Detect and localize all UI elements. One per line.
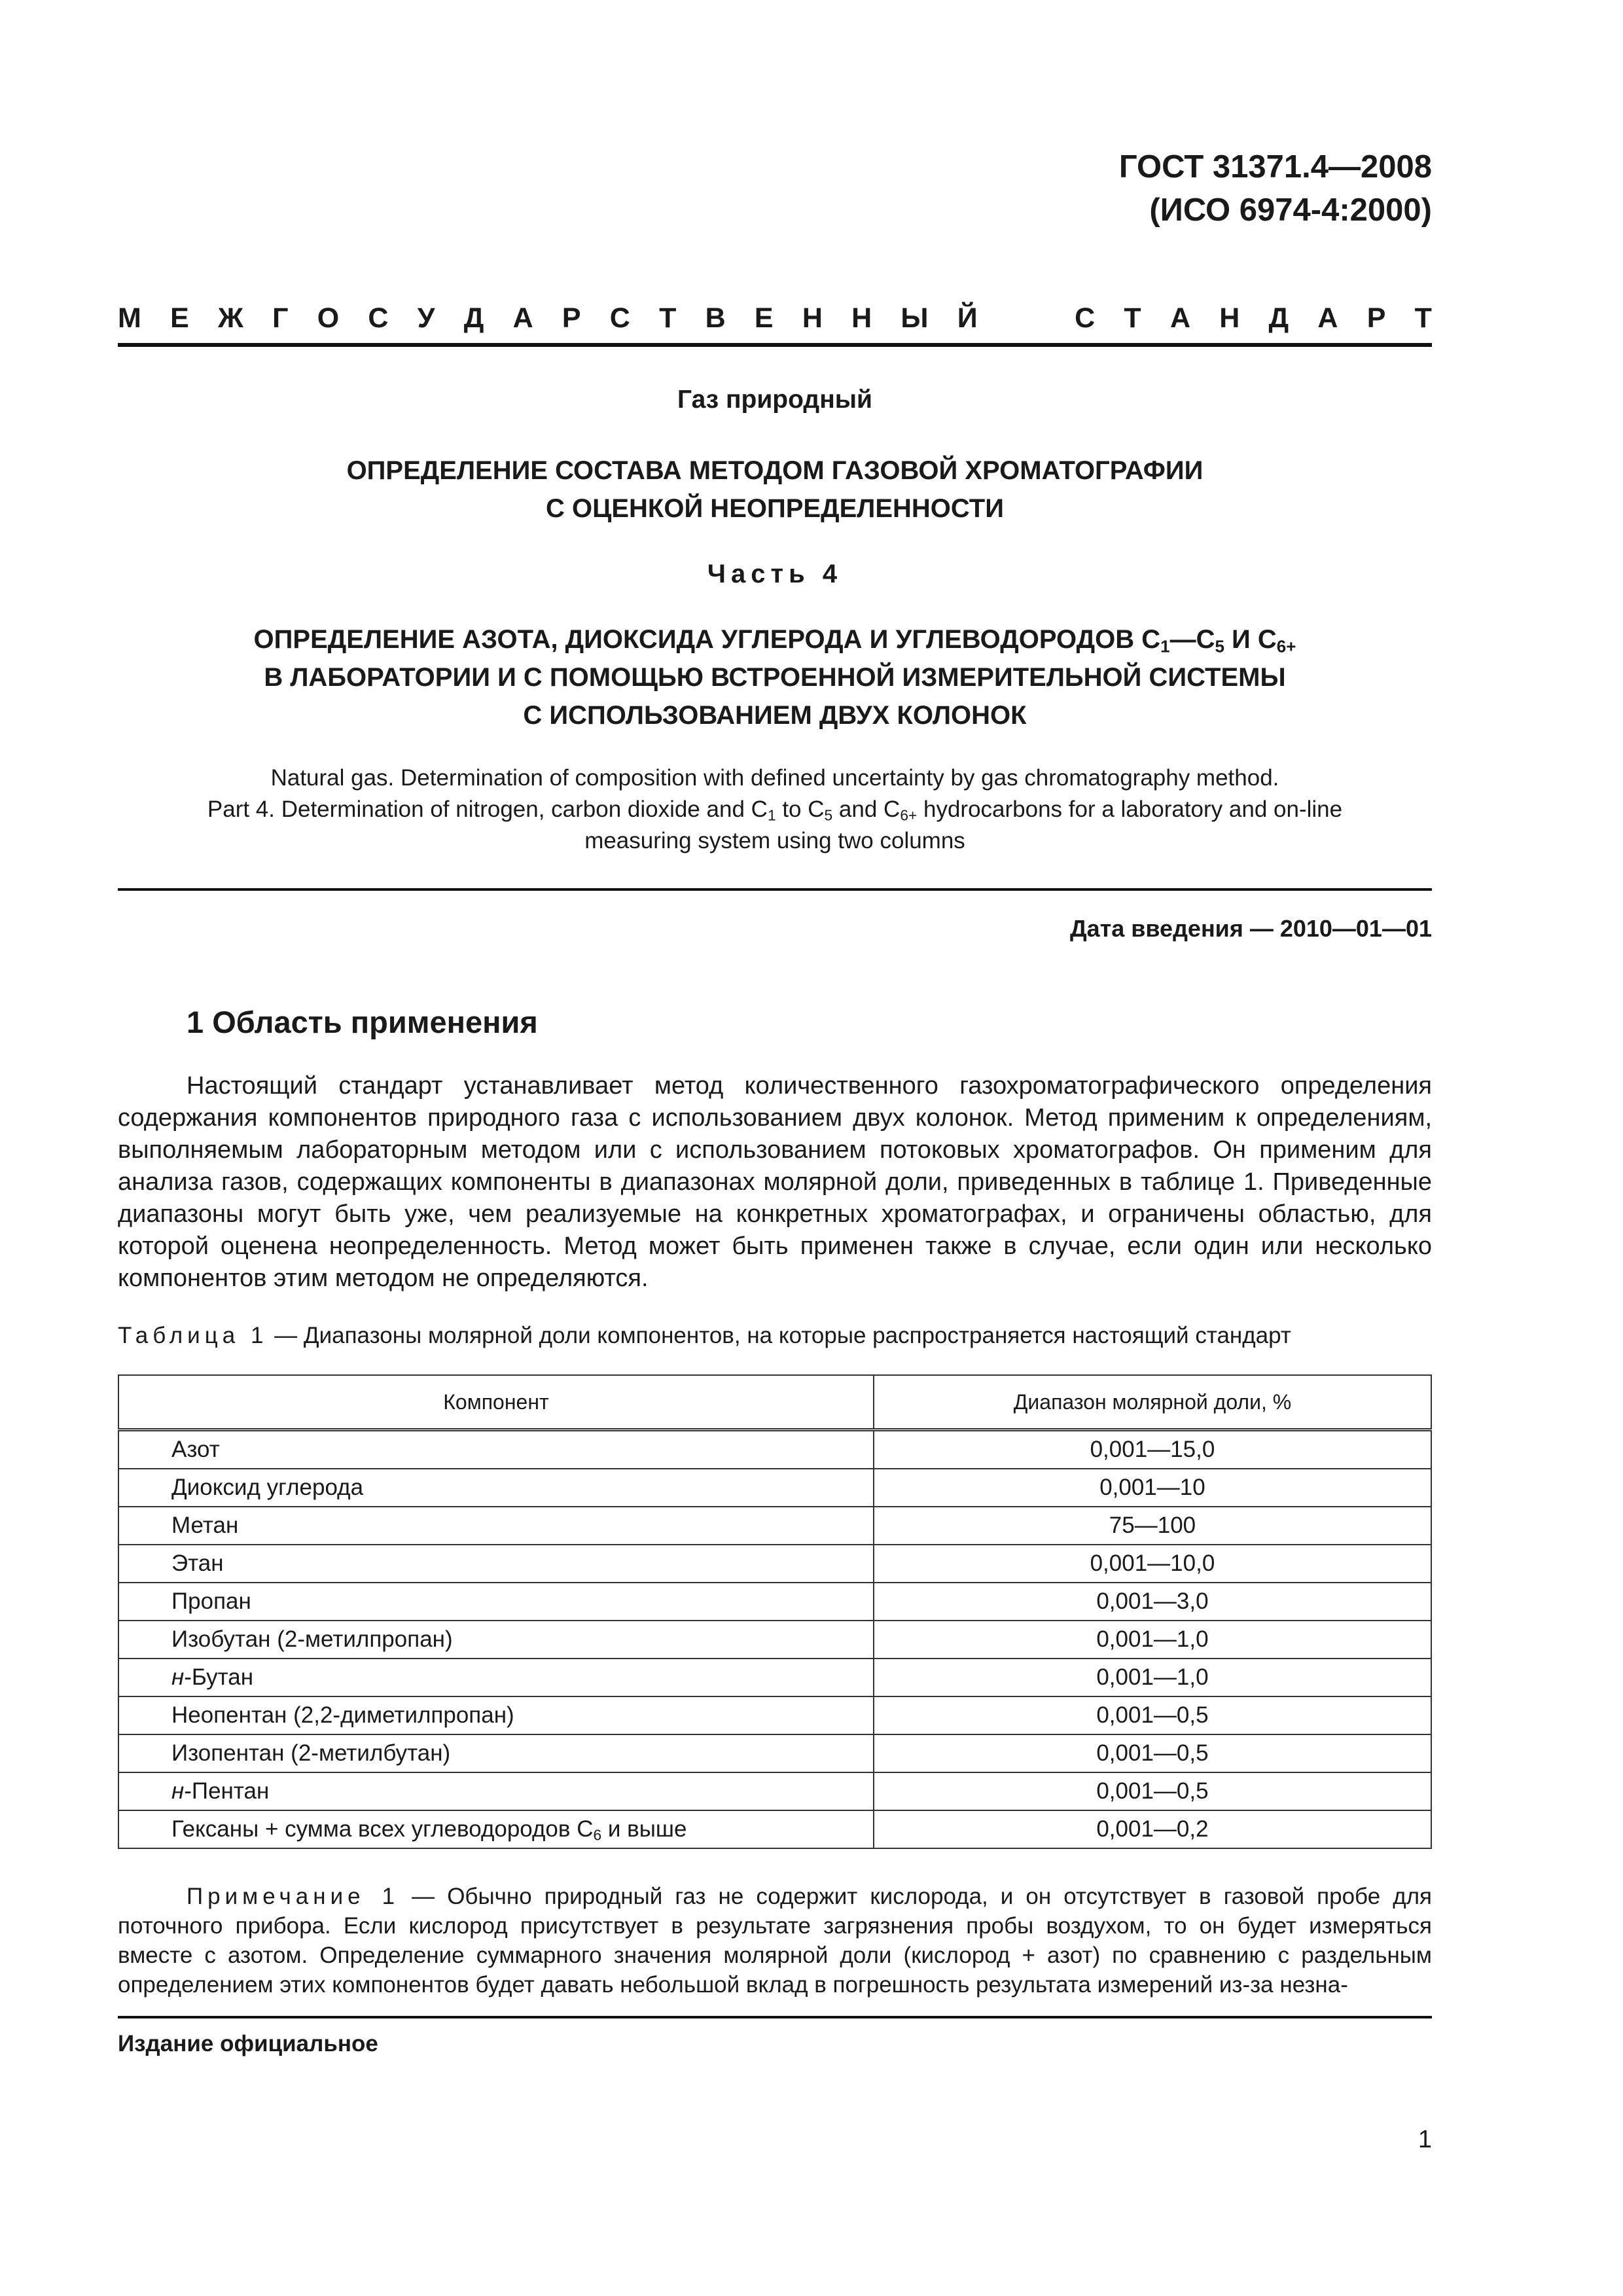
banner-letter: У <box>417 302 435 334</box>
table-row <box>118 1659 1431 1696</box>
banner-letter: С <box>1075 302 1096 334</box>
banner-letter: Д <box>1268 302 1289 334</box>
title-line-2: С ОЦЕНКОЙ НЕОПРЕДЕЛЕННОСТИ <box>546 494 1004 523</box>
table-row <box>118 1696 1431 1734</box>
banner-letter: Т <box>1124 302 1141 334</box>
banner-letter: Е <box>170 302 189 334</box>
component-name: Азот <box>118 1430 874 1469</box>
range-value: 0,001—0,5 <box>874 1772 1431 1810</box>
note-1 <box>118 1882 1432 2000</box>
table-row <box>118 1430 1431 1469</box>
component-name: Диоксид углерода <box>118 1469 874 1507</box>
table-header-row <box>118 1375 1431 1430</box>
table-row <box>118 1583 1431 1621</box>
banner-letter: С <box>609 302 630 334</box>
gost-identifier <box>1119 145 1432 232</box>
banner-letter: Г <box>272 302 289 334</box>
range-value: 75—100 <box>874 1507 1431 1545</box>
footer-rule <box>118 2016 1432 2018</box>
range-value: 0,001—15,0 <box>874 1430 1431 1469</box>
official-edition-label: Издание официальное <box>118 2031 378 2056</box>
banner-letter: Р <box>562 302 581 334</box>
part-title <box>118 620 1432 734</box>
part-title-line-2: В ЛАБОРАТОРИИ И С ПОМОЩЬЮ ВСТРОЕННОЙ ИЗМЕРИТЕЛЬНОЙ СИСТЕМЫ <box>264 663 1286 692</box>
banner-letter: Н <box>802 302 823 334</box>
component-name: н-Бутан <box>118 1659 874 1696</box>
gost-number: ГОСТ 31371.4—2008 <box>1118 149 1432 185</box>
banner-letter: Ж <box>217 302 243 334</box>
range-value: 0,001—10,0 <box>874 1545 1431 1583</box>
column-header-range: Диапазон молярной доли, % <box>874 1375 1431 1430</box>
table-caption-text: — Диапазоны молярной доли компонентов, на которые распространяется настоящий стандарт <box>268 1323 1291 1348</box>
banner-letter: Е <box>754 302 774 334</box>
banner-letter: А <box>1169 302 1190 334</box>
banner-letter: Т <box>659 302 677 334</box>
table-row <box>118 1545 1431 1583</box>
banner-letter: Й <box>957 302 978 334</box>
table-row <box>118 1621 1431 1659</box>
range-value: 0,001—0,2 <box>874 1810 1431 1848</box>
english-title-line-1: Natural gas. Determination of composition with defined uncertainty by gas chromatography method. <box>270 765 1279 791</box>
page-number: 1 <box>1418 2126 1432 2153</box>
banner-letter: В <box>705 302 726 334</box>
title-line-1: ОПРЕДЕЛЕНИЕ СОСТАВА МЕТОДОМ ГАЗОВОЙ ХРОМАТОГРАФИИ <box>346 456 1204 485</box>
banner-letter: Р <box>1366 302 1386 334</box>
part-title-line-1: ОПРЕДЕЛЕНИЕ АЗОТА, ДИОКСИДА УГЛЕРОДА И УГЛЕВОДОРОДОВ $С_1—С_5$ И $С_{6+}$ <box>253 625 1296 656</box>
range-value: 0,001—10 <box>874 1469 1431 1507</box>
banner-letter: Н <box>1219 302 1240 334</box>
range-value: 0,001—1,0 <box>874 1659 1431 1696</box>
part-title-line-3: С ИСПОЛЬЗОВАНИЕМ ДВУХ КОЛОНОК <box>523 701 1027 730</box>
banner-letter: Д <box>463 302 484 334</box>
component-name: Изопентан (2-метилбутан) <box>118 1734 874 1772</box>
component-name: Изобутан (2-метилпропан) <box>118 1621 874 1659</box>
interstate-standard-banner <box>118 298 1432 377</box>
header-rule <box>118 343 1432 347</box>
table-row <box>118 1734 1431 1772</box>
table-row <box>118 1772 1431 1810</box>
column-header-component: Компонент <box>118 1375 874 1430</box>
part-number: Часть 4 <box>707 560 843 588</box>
banner-letter: А <box>512 302 533 334</box>
component-name: Пропан <box>118 1583 874 1621</box>
range-value: 0,001—0,5 <box>874 1696 1431 1734</box>
table-row <box>118 1810 1431 1848</box>
document-subject: Газ природный <box>677 386 873 414</box>
banner-letter: М <box>118 302 141 334</box>
table-caption <box>118 1321 1432 1351</box>
banner-letter: А <box>1317 302 1338 334</box>
banner-letter: Н <box>851 302 872 334</box>
note-text: — Обычно природный газ не содержит кислорода, и он отсутствует в газовой пробе для поточного прибора. Если кислород присутствует в результате загрязнения пробы воздухом, то он будет измеряться вместе с азотом. Определение суммарного значения молярной доли (кислород + азот) по сравнению с раздельным определением этих компонентов будет давать небольшой вклад в погрешность результата измерений из-за незна- <box>118 1884 1433 1998</box>
table-row <box>118 1507 1431 1545</box>
component-name: Метан <box>118 1507 874 1545</box>
table-caption-label: Таблица 1 <box>118 1323 268 1348</box>
banner-letter: Т <box>1414 302 1432 334</box>
scope-paragraph: Настоящий стандарт устанавливает метод количественного газохроматографического определения содержания компонентов природного газа с использованием двух колонок. Метод применим к определениям, выполняемым лабораторным методом или с использованием потоковых хроматографов. Он применим для анализа газов, содержащих компоненты в диапазонах молярной доли, приведенных в таблице 1. Приведенные диапазоны могут быть уже, чем реализуемые на конкретных хроматографах, и ограничены областью, для которой оценена неопределенность. Метод может быть применен также в случае, если один или несколько компонентов этим методом не определяются. <box>118 1072 1432 1292</box>
component-name: Неопентан (2,2-диметилпропан) <box>118 1696 874 1734</box>
range-value: 0,001—0,5 <box>874 1734 1431 1772</box>
document-title <box>118 452 1432 528</box>
english-title-line-2: Part 4. Determination of nitrogen, carbon dioxide and $C_1$ to $C_5$ and $C_{6+}$ hydrocarbons for a laboratory and on-line <box>207 797 1343 824</box>
table-row <box>118 1469 1431 1507</box>
title-rule <box>118 888 1432 891</box>
banner-letter: О <box>317 302 340 334</box>
introduction-date: Дата введения — 2010—01—01 <box>1069 915 1432 942</box>
component-name: н-Пентан <box>118 1772 874 1810</box>
iso-number: (ИСО 6974-4:2000) <box>1149 192 1432 228</box>
range-value: 0,001—1,0 <box>874 1621 1431 1659</box>
banner-letter: Ы <box>901 302 929 334</box>
section-heading: 1 Область применения <box>187 1005 538 1039</box>
banner-letter: С <box>368 302 389 334</box>
component-name: Гексаны + сумма всех углеводородов $С_6$ и выше <box>118 1810 874 1848</box>
range-value: 0,001—3,0 <box>874 1583 1431 1621</box>
english-title <box>118 762 1432 857</box>
note-label: Примечание 1 <box>187 1884 400 1909</box>
components-table <box>118 1374 1432 1849</box>
component-name: Этан <box>118 1545 874 1583</box>
english-title-line-3: measuring system using two columns <box>584 828 965 853</box>
